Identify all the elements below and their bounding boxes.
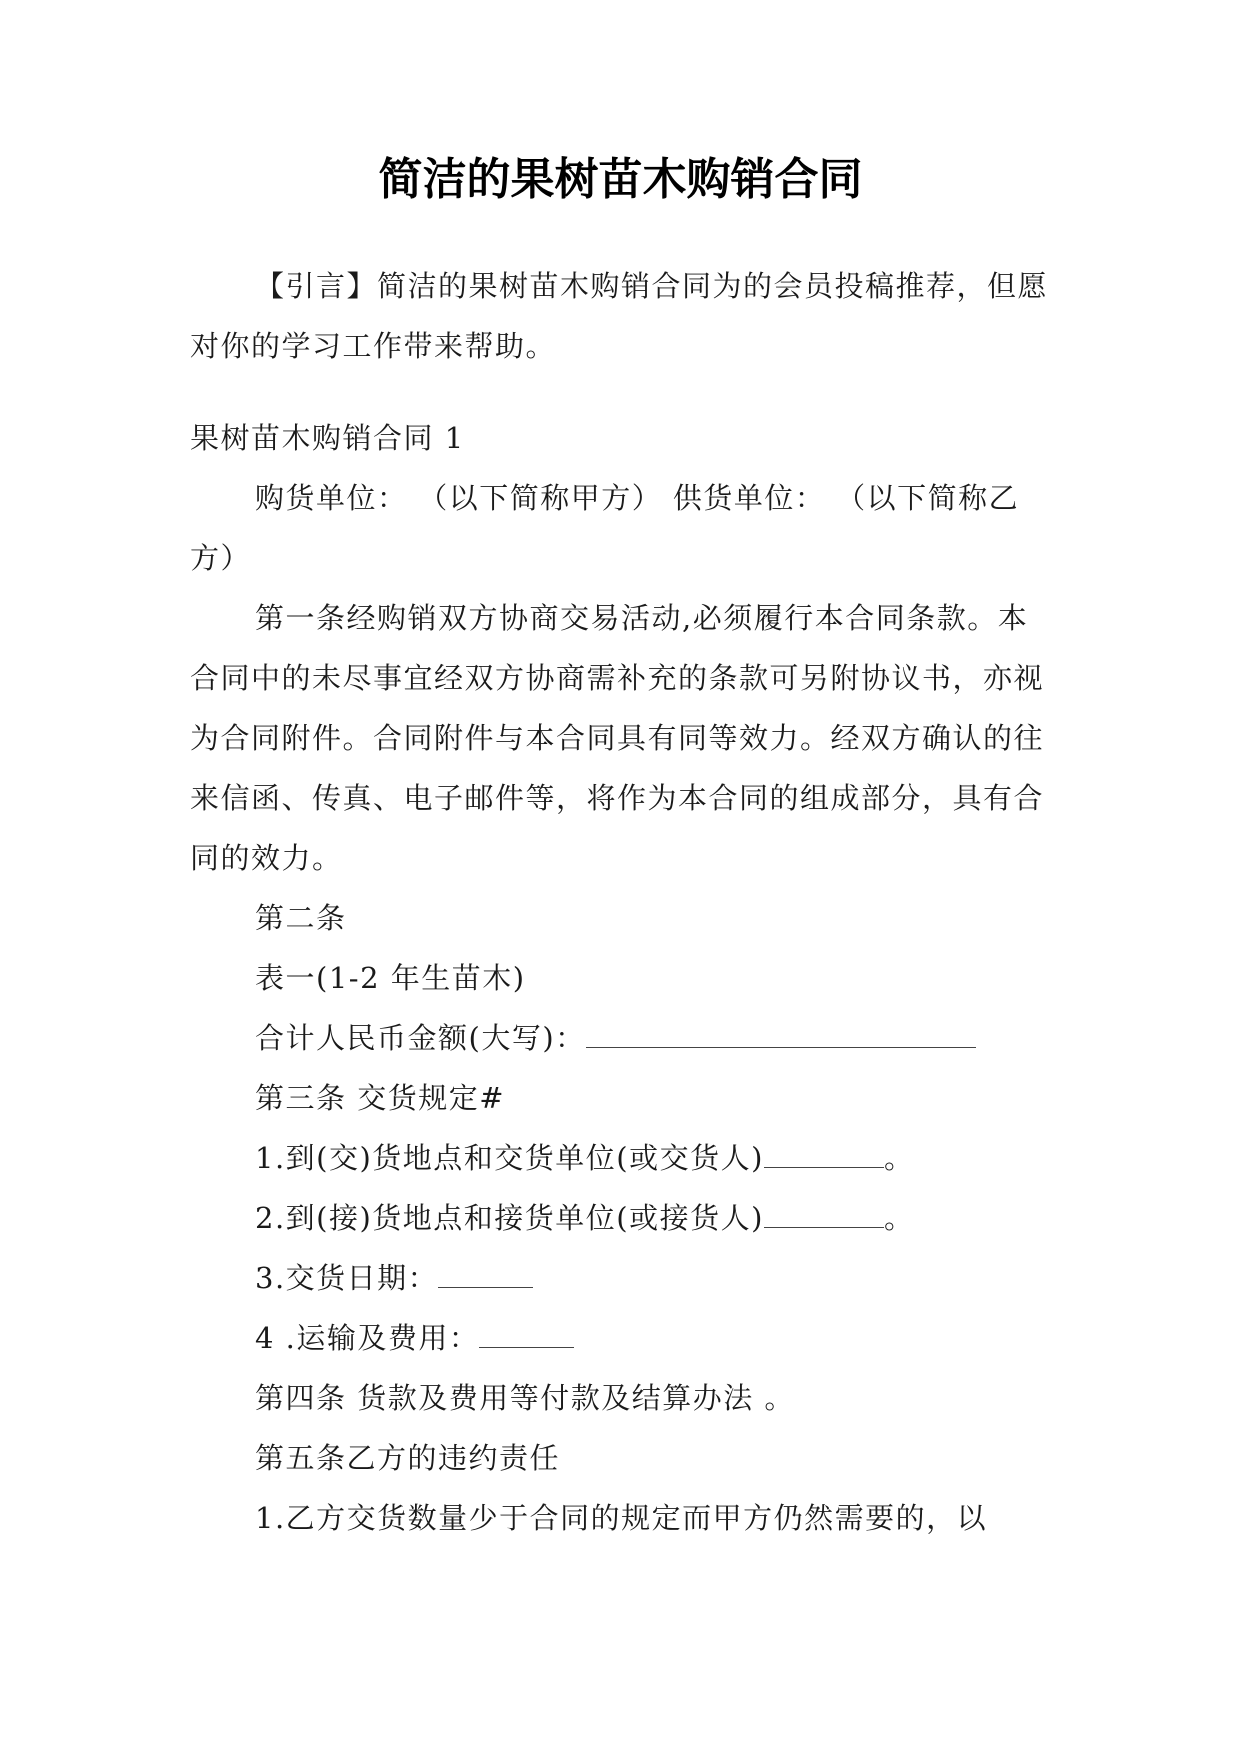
intro-paragraph: 【引言】简洁的果树苗木购销合同为的会员投稿推荐，但愿对你的学习工作带来帮助。 <box>190 269 1049 363</box>
delivery-item-3-text: 3.交货日期： <box>255 1261 439 1295</box>
delivery-item-3 <box>190 1248 1050 1308</box>
delivery-item-1 <box>190 1128 1050 1188</box>
table-1-caption: 表一(1-2 年生苗木) <box>255 961 526 995</box>
delivery-item-2-blank <box>764 1203 884 1228</box>
delivery-item-4-blank <box>479 1323 574 1348</box>
intro-block <box>190 256 1050 376</box>
delivery-item-4 <box>190 1308 1050 1368</box>
section-heading: 果树苗木购销合同 1 <box>190 421 465 455</box>
delivery-item-2-text: 2.到(接)货地点和接货单位(或接货人) <box>255 1201 764 1235</box>
article-2-heading: 第二条 <box>255 901 347 935</box>
delivery-item-1-blank <box>764 1143 884 1168</box>
total-amount-label: 合计人民币金额(大写)： <box>255 1021 586 1055</box>
delivery-item-4-text: 4 .运输及费用： <box>255 1321 480 1355</box>
article-3-heading: 第三条 交货规定# <box>255 1081 506 1115</box>
delivery-item-1-end: 。 <box>883 1141 915 1175</box>
delivery-item-3-blank <box>438 1263 533 1288</box>
article-4-heading: 第四条 货款及费用等付款及结算办法 。 <box>255 1381 795 1415</box>
delivery-item-2 <box>190 1188 1050 1248</box>
delivery-item-1-text: 1.到(交)货地点和交货单位(或交货人) <box>255 1141 764 1175</box>
delivery-item-2-end: 。 <box>883 1201 915 1235</box>
article-5-heading: 第五条乙方的违约责任 <box>255 1441 561 1475</box>
article-5-item-1: 1.乙方交货数量少于合同的规定而甲方仍然需要的，以 <box>255 1501 988 1535</box>
parties-paragraph: 购货单位： （以下简称甲方） 供货单位： （以下简称乙方） <box>190 481 1020 575</box>
document-title: 简洁的果树苗木购销合同 <box>378 154 863 205</box>
total-amount-blank <box>586 1023 976 1048</box>
contract-body <box>190 408 1050 1548</box>
total-amount-line <box>190 1008 1050 1068</box>
article-1-paragraph: 第一条经购销双方协商交易活动,必须履行本合同条款。本合同中的未尽事宜经双方协商需补充的条款可另附协议书，亦视为合同附件。合同附件与本合同具有同等效力。经双方确认的往来信函、传真、电子邮件等，将作为本合同的组成部分，具有合同的效力。 <box>190 601 1045 875</box>
